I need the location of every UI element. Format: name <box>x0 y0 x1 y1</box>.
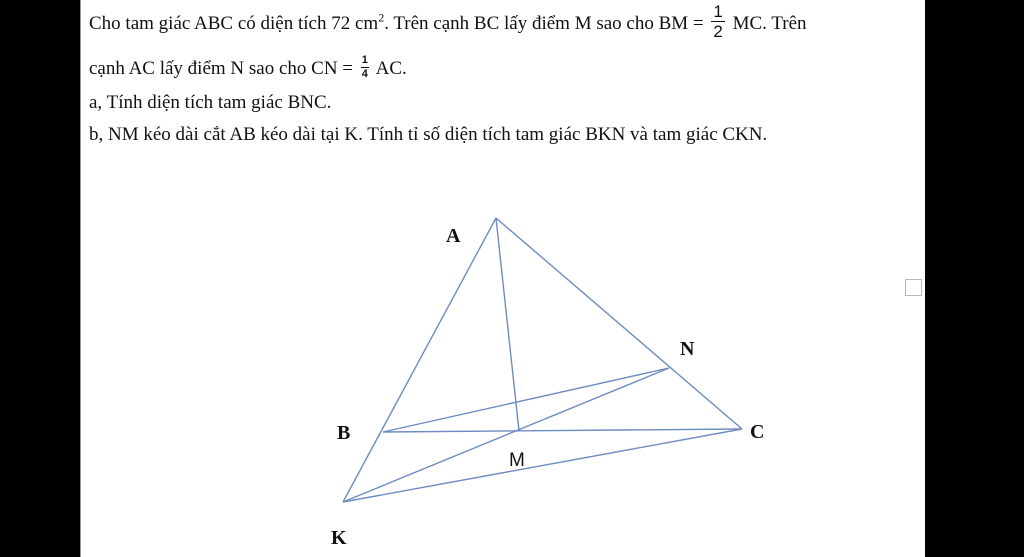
fraction-numerator: 1 <box>361 54 368 66</box>
document-page <box>80 0 925 557</box>
problem-text: MC. Trên <box>727 12 807 34</box>
fraction-one-quarter <box>361 55 369 80</box>
vertex-label-c: C <box>750 421 765 443</box>
vertex-label-b: B <box>337 422 351 444</box>
fraction-numerator: 1 <box>713 2 723 21</box>
problem-line-1 <box>89 2 807 43</box>
question-a: a, Tính diện tích tam giác BNC. <box>89 92 332 113</box>
fraction-one-half <box>711 3 724 40</box>
superscript: 2 <box>378 10 385 25</box>
problem-text: AC. <box>371 57 407 79</box>
fraction-denominator: 4 <box>361 68 368 80</box>
problem-text: Cho tam giác ABC có diện tích 72 cm <box>89 12 379 34</box>
vertex-label-k: K <box>331 527 347 549</box>
problem-text: . Trên cạnh BC lấy điểm M sao cho BM = <box>384 12 709 34</box>
checkbox[interactable] <box>905 279 922 296</box>
fraction-denominator: 2 <box>713 22 723 41</box>
vertex-label-n: N <box>680 338 695 360</box>
question-b: b, NM kéo dài cắt AB kéo dài tại K. Tính tỉ số diện tích tam giác BKN và tam giác CKN. <box>89 124 768 145</box>
problem-line-2 <box>89 54 407 82</box>
vertex-label-a: A <box>446 225 461 247</box>
problem-text: cạnh AC lấy điểm N sao cho CN = <box>89 57 358 79</box>
vertex-label-m: M <box>509 450 525 471</box>
